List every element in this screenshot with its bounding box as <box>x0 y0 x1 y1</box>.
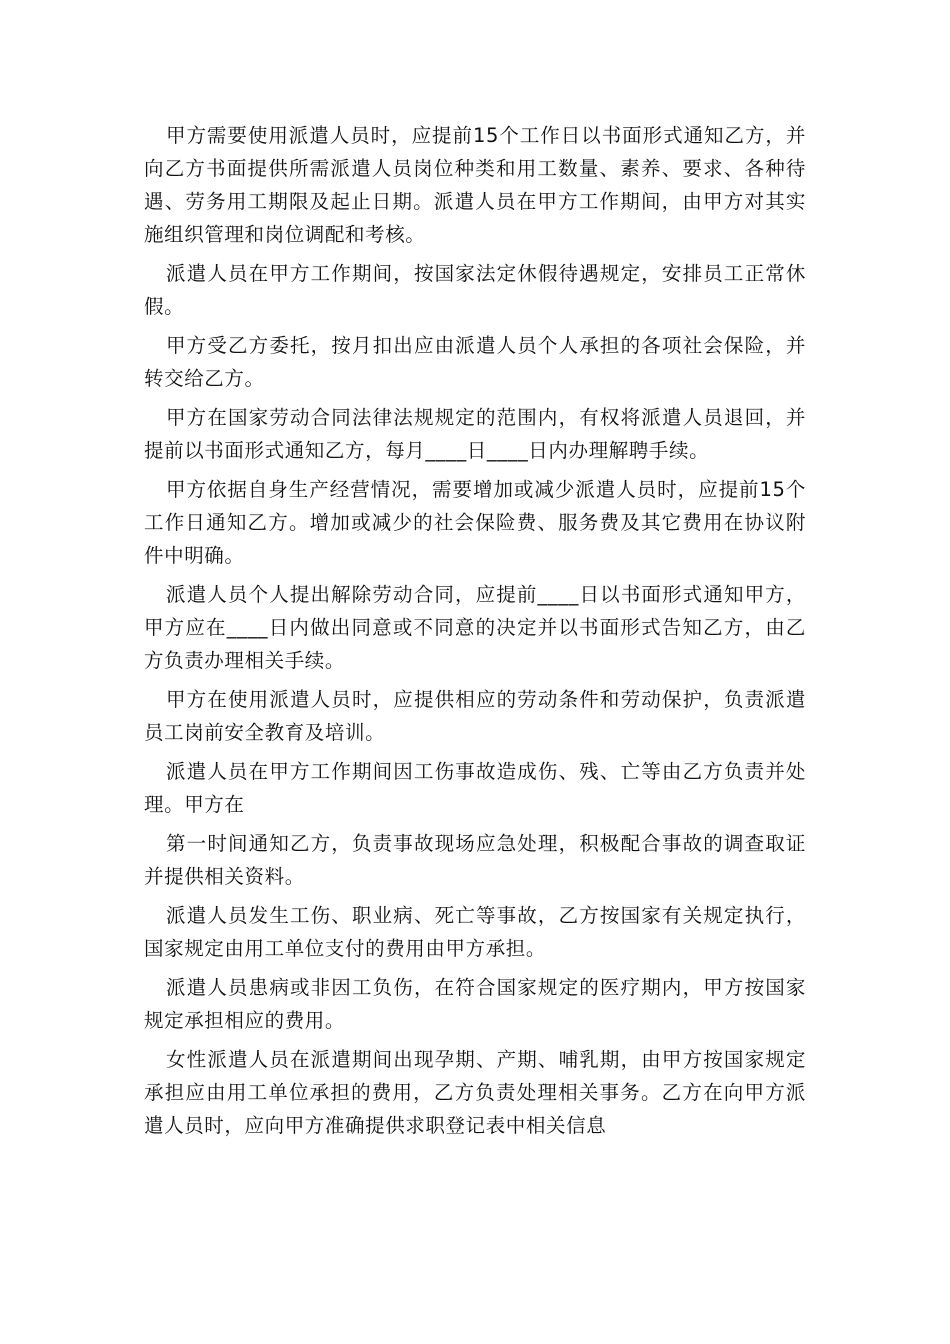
paragraph-11: 派遣人员患病或非因工负伤，在符合国家规定的医疗期内，甲方按国家规定承担相应的费用。 <box>144 976 806 1032</box>
paragraph-9: 第一时间通知乙方，负责事故现场应急处理，积极配合事故的调查取证并提供相关资料。 <box>144 832 806 888</box>
paragraph-8: 派遣人员在甲方工作期间因工伤事故造成伤、残、亡等由乙方负责并处理。甲方在 <box>144 760 806 816</box>
document-body <box>144 119 806 1142</box>
paragraph-2: 派遣人员在甲方工作期间，按国家法定休假待遇规定，安排员工正常休假。 <box>144 262 806 318</box>
paragraph-3: 甲方受乙方委托，按月扣出应由派遣人员个人承担的各项社会保险，并转交给乙方。 <box>144 334 806 390</box>
paragraph-10: 派遣人员发生工伤、职业病、死亡等事故，乙方按国家有关规定执行，国家规定由用工单位支付的费用由甲方承担。 <box>144 904 806 960</box>
paragraph-1: 甲方需要使用派遣人员时，应提前15个工作日以书面形式通知乙方，并向乙方书面提供所需派遣人员岗位种类和用工数量、素养、要求、各种待遇、劳务用工期限及起止日期。派遣人员在甲方工作期间，由甲方对其实施组织管理和岗位调配和考核。 <box>144 124 806 246</box>
paragraph-5: 甲方依据自身生产经营情况，需要增加或减少派遣人员时，应提前15个工作日通知乙方。增加或减少的社会保险费、服务费及其它费用在协议附件中明确。 <box>144 478 806 567</box>
paragraph-7: 甲方在使用派遣人员时，应提供相应的劳动条件和劳动保护，负责派遣员工岗前安全教育及培训。 <box>144 688 806 744</box>
paragraph-4: 甲方在国家劳动合同法律法规规定的范围内，有权将派遣人员退回，并提前以书面形式通知乙方，每月____日____日内办理解聘手续。 <box>144 406 806 462</box>
paragraph-12: 女性派遣人员在派遣期间出现孕期、产期、哺乳期，由甲方按国家规定承担应由用工单位承担的费用，乙方负责处理相关事务。乙方在向甲方派遣人员时，应向甲方准确提供求职登记表中相关信息 <box>144 1048 806 1137</box>
paragraph-6: 派遣人员个人提出解除劳动合同，应提前____日以书面形式通知甲方，甲方应在____日内做出同意或不同意的决定并以书面形式告知乙方，由乙方负责办理相关手续。 <box>144 583 806 672</box>
